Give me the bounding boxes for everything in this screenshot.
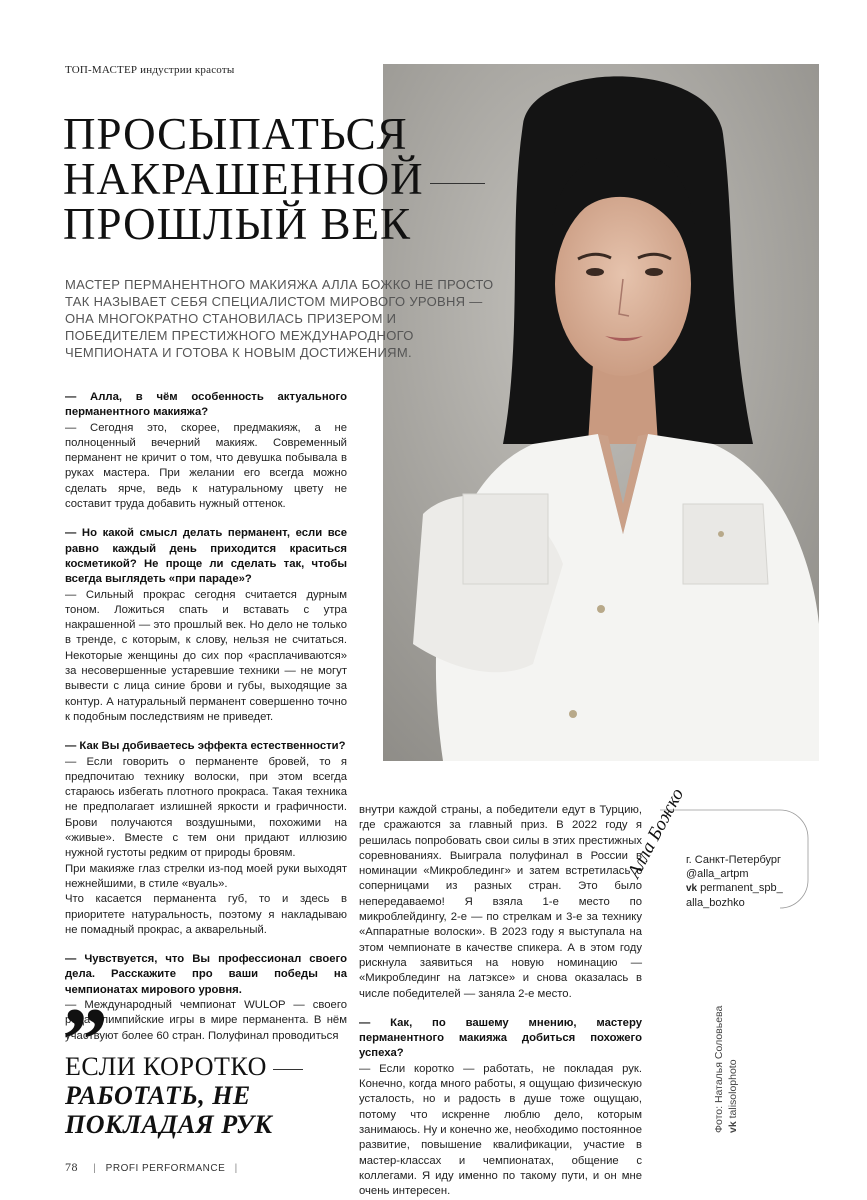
answer-3b: При макияже глаз стрелки из-под моей руки выходят нежнейшими, в стиле «вуаль». [65,862,347,890]
vk-icon: vk [727,1121,739,1133]
question-3: — Как Вы добиваетесь эффекта естественности? [65,740,346,753]
contact-instagram[interactable]: @alla_artpm [686,868,749,880]
photo-credit-line-2[interactable]: vk talisolophoto [727,1059,739,1133]
page-number: 78 [65,1160,78,1174]
quote-mark-icon: ” [62,989,108,1091]
magazine-name: PROFI PERFORMANCE [105,1163,226,1174]
photo-credit [712,1006,740,1133]
question-1: — Алла, в чём особенность актуального перманентного макияжа? [65,391,347,419]
contact-vk-continued: alla_bozhko [686,897,745,909]
answer-3a: — Если говорить о перманенте бровей, то я предпочитаю технику волоски, при этом всегда стараюсь избегать плотного прокраса. Такая техника не предполагает излишней яркости и графичности. Брови получаются воздушными, похожими на «живые». Вместе с тем они придают иллюзию нужной густоты редким от природы бровям. [65,755,347,860]
vk-icon: vk [686,883,698,894]
headline [63,109,503,249]
lead-paragraph: МАСТЕР ПЕРМАНЕНТНОГО МАКИЯЖА АЛЛА БОЖКО НЕ ПРОСТО ТАК НАЗЫВАЕТ СЕБЯ СПЕЦИАЛИСТОМ МИРОВОГО УРОВНЯ — ОНА МНОГОКРАТНО СТАНОВИЛАСЬ ПРИЗЕРОМ И ПОБЕДИТЕЛЕМ ПРЕСТИЖНОГО МЕЖДУНАРОДНОГО ЧЕМПИОНАТА И ГОТОВА К НОВЫМ ДОСТИЖЕНИЯМ. [65,277,494,360]
contact-vk[interactable]: vk permanent_spb_ [686,882,783,894]
article-column-left [65,390,347,1044]
headline-dash [430,183,485,184]
pull-quote [65,1052,355,1139]
pull-quote-dash [273,1069,303,1070]
headline-line-2: НАКРАШЕННОЙ [63,157,503,202]
page-footer [65,1160,244,1175]
question-2: — Но какой смысл делать перманент, если все равно каждый день приходится краситься косметикой? Не проще ли сделать так, чтобы всегда выглядеть «при параде»? [65,527,347,586]
answer-3c: Что касается перманента губ, то и здесь в приоритете натуральность, поэтому я накладываю не помадный прокрас, а акварельный. [65,893,347,936]
footer-separator-1: | [93,1163,97,1174]
pull-quote-line-1: ЕСЛИ КОРОТКО [65,1052,355,1081]
answer-4-continued: внутри каждой страны, а победители едут в Турцию, где сражаются за главный приз. В 2022 году я решилась попробовать свои силы в этих престижных соревнованиях. Выиграла полуфинал в России в номинации «Микроблединг» и затем встретилась с соперницами из разных стран. Это было непередаваемо! Я взяла 1-е место по микроблейдингу, 2-е — по стрелкам и 3-е за технику «Аппаратные волоски». В 2023 году я выступала на этом чемпионате в качестве спикера. А в этом году рискнула заявиться на новую номинацию — «Микроблединг на латэксе» и снова оказалась в числе победителей — заняла 2-е место. [359,804,642,1000]
photo-credit-line-1: Фото: Наталья Соловьева [713,1005,725,1133]
pull-quote-line-3: ПОКЛАДАЯ РУК [65,1110,273,1139]
answer-4: — Международный чемпионат WULOP — своего рода олимпийские игры в мире перманента. В нём участвуют более 60 стран. Полуфинал проводиться [65,998,347,1042]
pull-quote-line-2: РАБОТАТЬ, НЕ [65,1081,251,1110]
article-column-right [359,803,642,1199]
author-signature: Алла Божко [623,784,689,882]
headline-line-1: ПРОСЫПАТЬСЯ [63,109,408,159]
rubric-label: ТОП-МАСТЕР индустрии красоты [65,64,235,76]
answer-1: — Сегодня это, скорее, предмакияж, а не полноценный вечерний макияж. Современный перманент не кричит о том, что девушка побывала в руках мастера. При желании его всегда можно сделать ярче, ведь к натуральному цвету не составит труда добавить нужный оттенок. [65,421,347,511]
answer-5: — Если коротко — работать, не покладая рук. Конечно, когда много работы, я ощущаю физическую усталость, но и радость в душе тоже ощущаю, потому что искренне люблю дело, которым занимаюсь. Ну и конечно же, необходимо постоянное развитие, повышение квалификации, участие в мастер-классах и чемпионатах, общение с коллегами. Я иду именно по такому пути, и он мне очень интересен. [359,1062,642,1198]
question-5: — Как, по вашему мнению, мастеру перманентного макияжа добиться похожего успеха? [359,1016,642,1060]
headline-line-3: ПРОШЛЫЙ ВЕК [63,199,411,249]
footer-separator-2: | [234,1163,238,1174]
question-4: — Чувствуется, что Вы профессионал своего дела. Расскажите про ваши победы на чемпионатах мирового уровня. [65,953,347,996]
answer-2: — Сильный прокрас сегодня считается дурным тоном. Ложиться спать и вставать с утра накрашенной — это прошлый век. Но дело не только в тренде, с которым, к слову, нельзя не считаться. Некоторые женщины до сих пор «расплачиваются» за несовершенные устаревшие техники — не могут вывести с лица синие брови и губы, выходящие за контур. А натуральный перманент совершенно точно к подобным последствиям не приведет. [65,588,347,723]
contacts-block [686,853,806,910]
contact-city: г. Санкт-Петербург [686,854,782,866]
